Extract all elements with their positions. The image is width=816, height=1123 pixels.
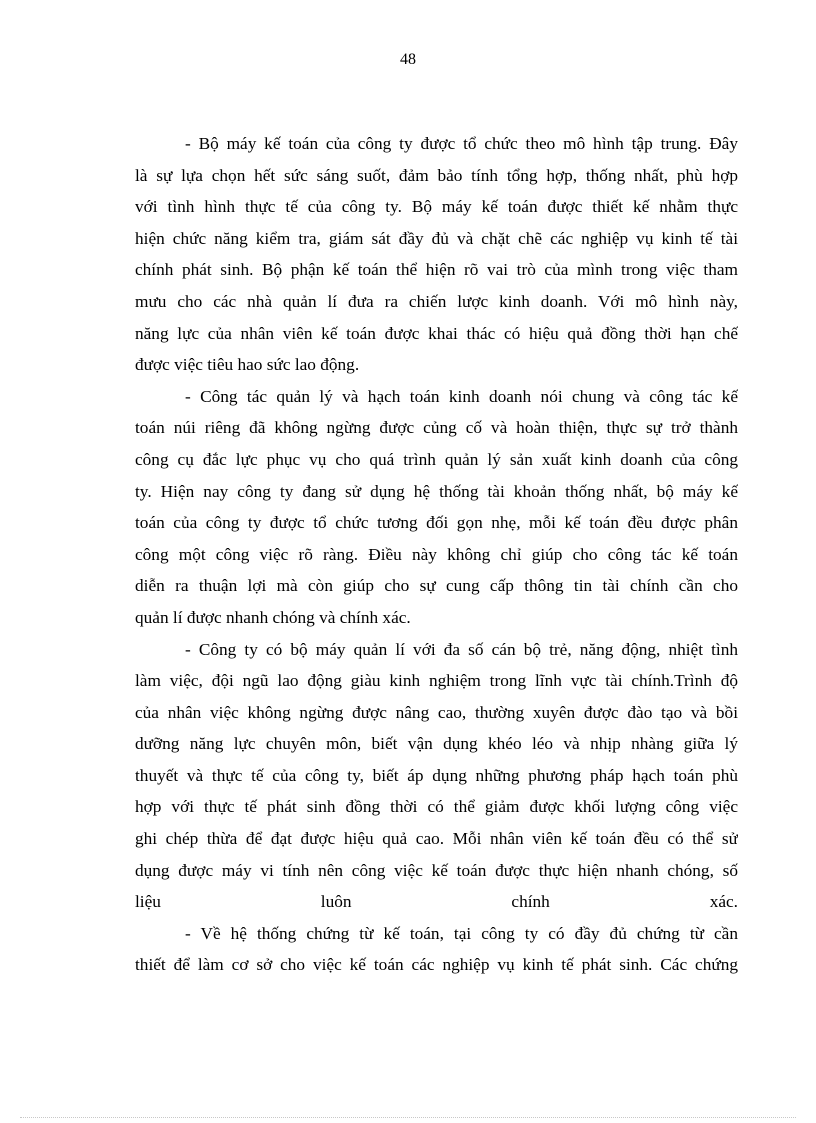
text-line: diễn ra thuận lợi mà còn giúp cho sự cung cấp thông tin tài chính cần cho: [135, 576, 738, 596]
text-line: với tình hình thực tế của công ty. Bộ máy kế toán được thiết kế nhằm thực: [135, 197, 738, 217]
text-line: - Công tác quản lý và hạch toán kinh doanh nói chung và công tác kế: [185, 386, 738, 406]
paragraph-4: [135, 918, 738, 981]
paragraph-1: [135, 128, 738, 381]
page-number: 48: [400, 51, 416, 68]
text-line: - Về hệ thống chứng từ kế toán, tại công ty có đầy đủ chứng từ cần: [185, 923, 738, 943]
text-line: - Bộ máy kế toán của công ty được tổ chức theo mô hình tập trung. Đây: [185, 134, 738, 153]
text-line: công một công việc rõ ràng. Điều này không chỉ giúp cho công tác kế toán: [135, 544, 738, 564]
text-line: - Công ty có bộ máy quản lí với đa số cán bộ trẻ, năng động, nhiệt tình: [185, 639, 738, 659]
text-line: dưỡng năng lực chuyên môn, biết vận dụng khéo léo và nhịp nhàng giữa lý: [135, 734, 738, 754]
paragraph-3: [135, 634, 738, 918]
text-line: ty. Hiện nay công ty đang sử dụng hệ thống tài khoản thống nhất, bộ máy kế: [135, 481, 738, 501]
text-line: thiết để làm cơ sở cho việc kế toán các nghiệp vụ kinh tế phát sinh. Các chứng: [135, 955, 738, 975]
text-line: của nhân việc không ngừng được nâng cao, thường xuyên được đào tạo và bồi: [135, 702, 738, 722]
page-bottom-divider: [20, 1117, 796, 1118]
document-body: [135, 128, 738, 981]
text-line: công cụ đắc lực phục vụ cho quá trình quản lý sản xuất kinh doanh của công: [135, 449, 738, 469]
text-line: hợp với thực tế phát sinh đồng thời có thể giảm được khối lượng công việc: [135, 797, 738, 817]
text-line: được việc tiêu hao sức lao động.: [135, 355, 360, 375]
text-line: toán núi riêng đã không ngừng được củng cố và hoàn thiện, thực sự trở thành: [135, 418, 738, 438]
text-line: làm việc, đội ngũ lao động giàu kinh nghiệm trong lĩnh vực tài chính.Trình độ: [135, 671, 738, 691]
text-line: quản lí được nhanh chóng và chính xác.: [135, 607, 411, 627]
text-line: thuyết và thực tế của công ty, biết áp dụng những phương pháp hạch toán phù: [135, 765, 738, 785]
text-line: chính phát sinh. Bộ phận kế toán thể hiện rõ vai trò của mình trong việc tham: [135, 260, 738, 280]
text-line: năng lực của nhân viên kế toán được khai thác có hiệu quả đồng thời hạn chế: [135, 323, 738, 343]
text-line: dụng được máy vi tính nên công việc kế toán được thực hiện nhanh chóng, số: [135, 860, 738, 880]
text-line: toán của công ty được tổ chức tương đối gọn nhẹ, mỗi kế toán đều được phân: [135, 513, 738, 533]
text-line: hiện chức năng kiểm tra, giám sát đầy đủ và chặt chẽ các nghiệp vụ kinh tế tài: [135, 228, 738, 248]
text-line: ghi chép thừa để đạt được hiệu quả cao. Mỗi nhân viên kế toán đều có thể sử: [135, 829, 738, 849]
text-line: mưu cho các nhà quản lí đưa ra chiến lược kinh doanh. Với mô hình này,: [135, 291, 738, 311]
text-line: liệu luôn chính xác.: [135, 892, 738, 912]
text-line: là sự lựa chọn hết sức sáng suốt, đảm bảo tính tổng hợp, thống nhất, phù hợp: [135, 165, 738, 185]
paragraph-2: [135, 381, 738, 634]
